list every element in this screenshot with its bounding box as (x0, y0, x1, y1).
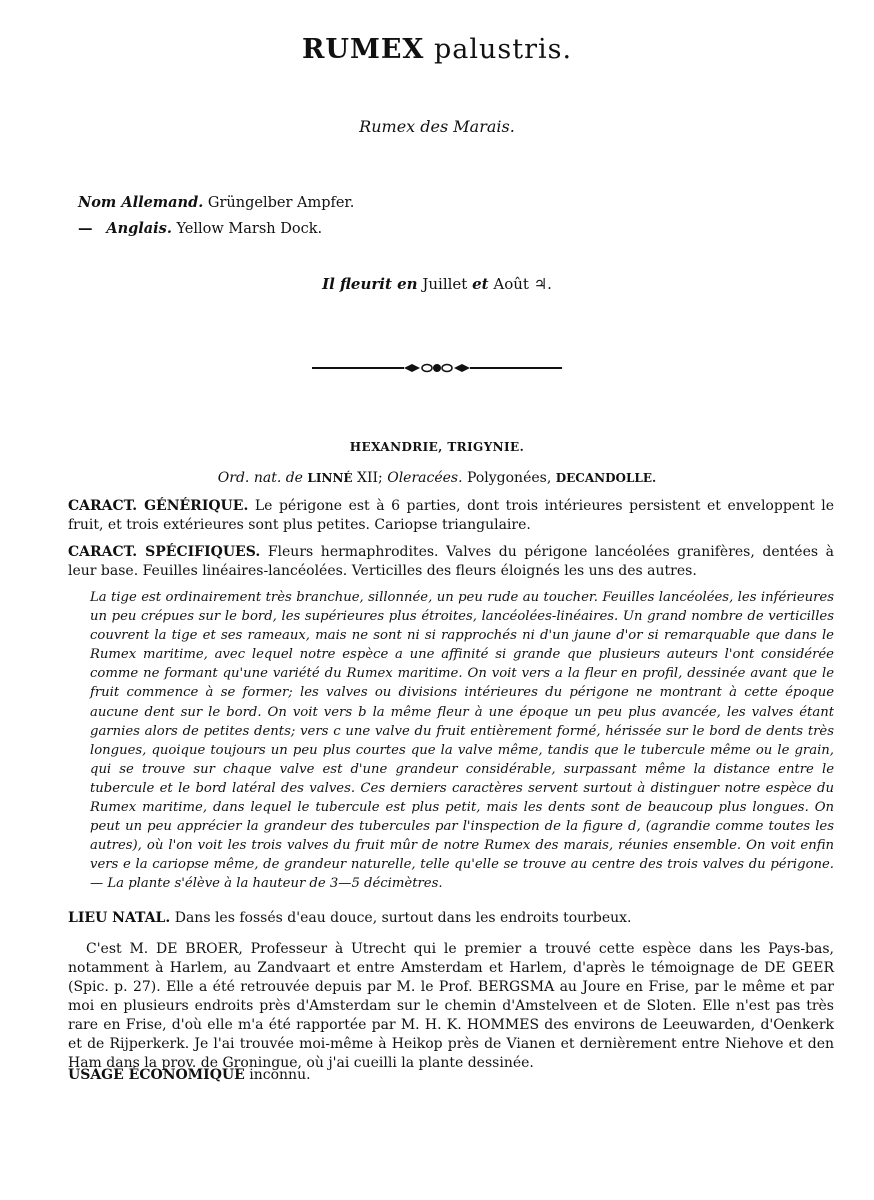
specific-text: Fleurs hermaphrodites. Valves du périgone lancéolées granifères, dentées à leur base. Feuilles linéaires-lancéolées. Verticilles des fleurs éloignés les uns des autres. (68, 544, 835, 579)
flowering-month-1: Juillet (422, 275, 468, 293)
description-paragraph: La tige est ordinairement très branchue, sillonnée, un peu rude au toucher. Feuilles lancéolées, les inférieures un peu crépues sur le bord, les supérieures plus étroites, lancéolées-linéaires. Un grand nombre de verticilles couvrent la tige et ses rameaux, mais ne sont ni si rapprochés ni d'un jaune d'or si remarquable que dans le Rumex maritime, avec lequel notre espèce a une affinité si grande que plusieurs auteurs l'ont considérée comme ne formant qu'une variété du Rumex maritime. On voit vers a la fleur en profil, dessinée avant que le fruit commence à se former; les valves ou divisions intérieures du périgone ne montrant à cette époque aucune dent sur le bord. On voit vers b la même fleur à une époque un peu plus avancée, les valves étant garnies alors de petites dents; vers c une valve du fruit entièrement formé, hérissée sur le bord de dents très longues, quoique toujours un peu plus courtes que la valve même, tandis que le tubercule même ou le grain, qui se trouve sur chaque valve est d'une grandeur considérable, surpassant même la distance entre le tubercule et le bord latéral des valves. Ces derniers caractères servent surtout à distinguer notre espèce du Rumex maritime, dans lequel le tubercule est plus petit, mais les dents sont de beaucoup plus longues. On peut un peu apprécier la grandeur des tubercules par l'inspection de la figure d, (agrandie comme toutes les autres), où l'on voit les trois valves du fruit mûr de notre Rumex des marais, réunies ensemble. On voit enfin vers e la cariopse même, de grandeur naturelle, telle qu'elle se trouve au centre des trois valves du périgone. — La plante s'élève à la hauteur de 3—5 décimètres. (90, 590, 834, 892)
natural-order (0, 470, 874, 486)
ord-oleracees: Oleracées. (387, 470, 463, 486)
specific-label: CARACT. SPÉCIFIQUES. (68, 544, 261, 560)
generic-label: CARACT. GÉNÉRIQUE. (68, 498, 249, 514)
flowering-and: et (472, 275, 489, 293)
usage-label: USAGE ÉCONOMIQUE (68, 1067, 245, 1083)
english-name-row (78, 216, 354, 242)
usage-text: inconnu. (249, 1067, 311, 1083)
linnean-class: HEXANDRIE, TRIGYNIE. (349, 440, 525, 454)
habitat-label: LIEU NATAL. (68, 910, 171, 926)
flowering-intro: Il fleurit en (322, 275, 418, 293)
english-dash: — (78, 220, 93, 237)
generic-text: Le périgone est à 6 parties, dont trois intérieures persistent et enveloppent le fruit, et trois extérieures sont plus petites. Cariopse triangulaire. (68, 498, 834, 533)
perennial-symbol: ♃. (533, 275, 552, 293)
ord-number: XII; (357, 470, 383, 486)
ord-label: Ord. nat. de (217, 470, 303, 486)
history-paragraph: C'est M. DE BROER, Professeur à Utrecht qui le premier a trouvé cette espèce dans les Pays-bas, notamment à Harlem, au Zandvaart et entre Amsterdam et Harlem, d'après le témoignage de DE GEER (Spic. p. 27). Elle a été retrouvée depuis par M. le Prof. BERGSMA au Joure en Frise, par le même et par moi en plusieurs endroits près d'Amsterdam sur le chemin d'Amstelveen et de Sloten. Elle n'est pas très rare en Frise, d'où elle m'a été rapportée par M. H. K. HOMMES des environs de Leeuwarden, d'Oenkerk et de Rijperkerk. Je l'ai trouvée moi-même à Heikop près de Vianen et dernièrement entre Niehove et den Ham dans la prov. de Groningue, où j'ai cueilli la plante dessinée. (68, 941, 834, 1071)
ornament-divider (312, 360, 562, 376)
native-habitat (68, 909, 834, 928)
ord-decandolle: DECANDOLLE. (555, 471, 657, 485)
english-label: Anglais. (106, 220, 172, 237)
vernacular-names (78, 190, 354, 242)
ord-linne: LINNÉ (307, 471, 353, 485)
common-name-french: Rumex des Marais. (359, 117, 515, 136)
title-genus: RUMEX (301, 34, 425, 65)
english-value: Yellow Marsh Dock. (176, 221, 323, 237)
german-value: Grüngelber Ampfer. (207, 195, 355, 211)
ord-polygonees: Polygonées, (467, 470, 552, 486)
german-name-row (78, 190, 354, 216)
flowering-period (0, 275, 874, 293)
specific-characters (68, 543, 834, 581)
flowering-month-2: Août (493, 275, 529, 293)
habitat-text: Dans les fossés d'eau douce, surtout dans les endroits tourbeux. (174, 910, 632, 926)
page-title (0, 34, 874, 65)
economic-use (68, 1066, 834, 1085)
generic-characters (68, 497, 834, 535)
german-label: Nom Allemand. (78, 194, 204, 211)
title-species: palustris. (433, 34, 573, 65)
